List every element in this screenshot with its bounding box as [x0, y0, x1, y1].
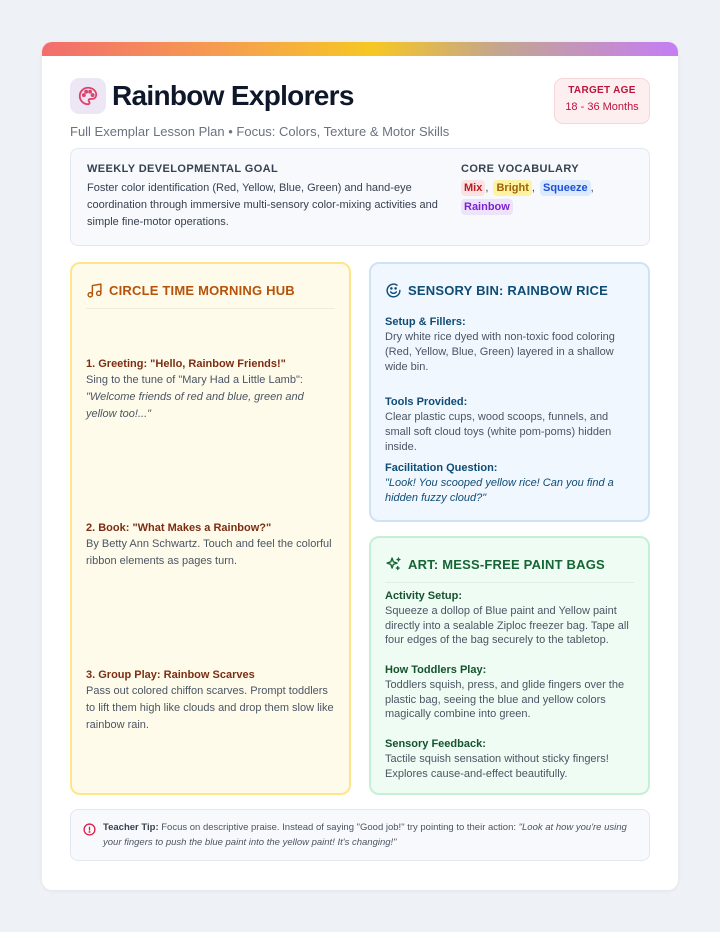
- circle-time-header: [86, 278, 335, 302]
- header: [70, 78, 650, 148]
- item-title: How Toddlers Play:: [385, 664, 487, 676]
- page-title: Rainbow Explorers: [112, 80, 354, 111]
- vocab-tag: Squeeze: [540, 180, 591, 196]
- palette-icon: [70, 78, 106, 114]
- vocab-tag: Mix: [461, 180, 485, 196]
- sensory-bin-card: [369, 262, 650, 522]
- item-quote: "Look! You scooped yellow rice! Can you find a hidden fuzzy cloud?": [385, 477, 614, 504]
- core-vocabulary: [461, 163, 639, 217]
- circle-item-book: [86, 520, 337, 570]
- item-text: Sing to the tune of "Mary Had a Little Lamb":: [86, 374, 303, 386]
- circle-time-title: CIRCLE TIME MORNING HUB: [109, 282, 295, 298]
- teacher-tip: [70, 809, 650, 861]
- music-note-icon: [86, 282, 103, 299]
- item-text: Tactile squish sensation without sticky fingers! Explores cause-and-effect beautifully.: [385, 753, 609, 780]
- item-title: Tools Provided:: [385, 396, 468, 408]
- sensory-bin-title: SENSORY BIN: RAINBOW RICE: [408, 282, 609, 298]
- item-title: Sensory Feedback:: [385, 738, 486, 750]
- item-title: 2. Book: "What Makes a Rainbow?": [86, 522, 272, 534]
- sensory-item-question: [385, 460, 636, 506]
- item-text: By Betty Ann Schwartz. Touch and feel the colorful ribbon elements as pages turn.: [86, 538, 332, 567]
- item-text: Pass out colored chiffon scarves. Prompt toddlers to lift them high like clouds and drop them slow like rainbow rain.: [86, 685, 334, 731]
- item-quote: "Welcome friends of red and blue, green and yellow too!...": [86, 391, 304, 420]
- sensory-bin-header: [385, 278, 634, 302]
- circle-item-greeting: [86, 356, 337, 423]
- weekly-goal-label: WEEKLY DEVELOPMENTAL GOAL: [87, 163, 279, 175]
- art-title: ART: MESS-FREE PAINT BAGS: [408, 556, 605, 572]
- vocab-tag: Bright: [493, 180, 531, 196]
- circle-time-card: [70, 262, 351, 795]
- item-title: Setup & Fillers:: [385, 316, 466, 328]
- divider: [86, 308, 335, 309]
- item-title: Activity Setup:: [385, 590, 463, 602]
- sensory-item-tools: [385, 394, 636, 455]
- target-age-value: 18 - 36 Months: [565, 101, 639, 113]
- core-vocabulary-label: CORE VOCABULARY: [461, 163, 580, 175]
- item-title: 1. Greeting: "Hello, Rainbow Friends!": [86, 358, 286, 370]
- art-card: [369, 536, 650, 795]
- weekly-goal-panel: [70, 148, 650, 246]
- target-age-badge: [554, 78, 650, 124]
- teacher-tip-text: [103, 820, 637, 850]
- art-item-feedback: [385, 736, 636, 781]
- vocabulary-list: [461, 179, 639, 217]
- sensory-item-setup: [385, 314, 636, 375]
- lesson-plan-page: [42, 42, 678, 890]
- vocab-separator: ,: [590, 182, 594, 194]
- item-text: Dry white rice dyed with non-toxic food coloring (Red, Yellow, Blue, Green) layered in a shallow wide bin.: [385, 331, 615, 373]
- info-icon: [83, 823, 96, 836]
- item-title: Facilitation Question:: [385, 462, 498, 474]
- vocab-separator: ,: [485, 182, 489, 194]
- item-text: Clear plastic cups, wood scoops, funnels, and small soft cloud toys (white pom-poms) hidden inside.: [385, 411, 612, 453]
- rainbow-gradient-bar: [42, 42, 678, 56]
- art-item-setup: [385, 588, 636, 648]
- smile-icon: [385, 282, 402, 299]
- weekly-goal-text: Foster color identification (Red, Yellow, Blue, Green) and hand-eye coordination through immersive multi-sensory color-mixing activities and simple fine-motor operations.: [87, 182, 438, 228]
- item-title: 3. Group Play: Rainbow Scarves: [86, 669, 255, 681]
- target-age-label: TARGET AGE: [568, 85, 636, 96]
- vocab-tag: Rainbow: [461, 199, 513, 215]
- art-item-play: [385, 662, 636, 722]
- weekly-goal: [87, 163, 439, 231]
- divider: [385, 582, 634, 583]
- teacher-tip-body: Focus on descriptive praise. Instead of saying "Good job!" try pointing to their action:: [161, 822, 516, 833]
- art-header: [385, 552, 634, 576]
- teacher-tip-label: Teacher Tip:: [103, 822, 159, 833]
- vocab-separator: ,: [531, 182, 535, 194]
- page-subtitle: Full Exemplar Lesson Plan • Focus: Colors, Texture & Motor Skills: [70, 124, 450, 139]
- sparkles-icon: [385, 556, 402, 573]
- item-text: Squeeze a dollop of Blue paint and Yellow paint directly into a sealable Ziploc freezer bag. Tape all four edges of the bag securely to the tabletop.: [385, 605, 629, 646]
- teacher-tip-quote: "Look at how you're using your fingers to push the blue paint into the yellow paint! It's changing!": [103, 822, 627, 848]
- circle-item-group-play: [86, 667, 337, 734]
- item-text: Toddlers squish, press, and glide fingers over the plastic bag, seeing the blue and yellow colors magically combine into green.: [385, 679, 625, 720]
